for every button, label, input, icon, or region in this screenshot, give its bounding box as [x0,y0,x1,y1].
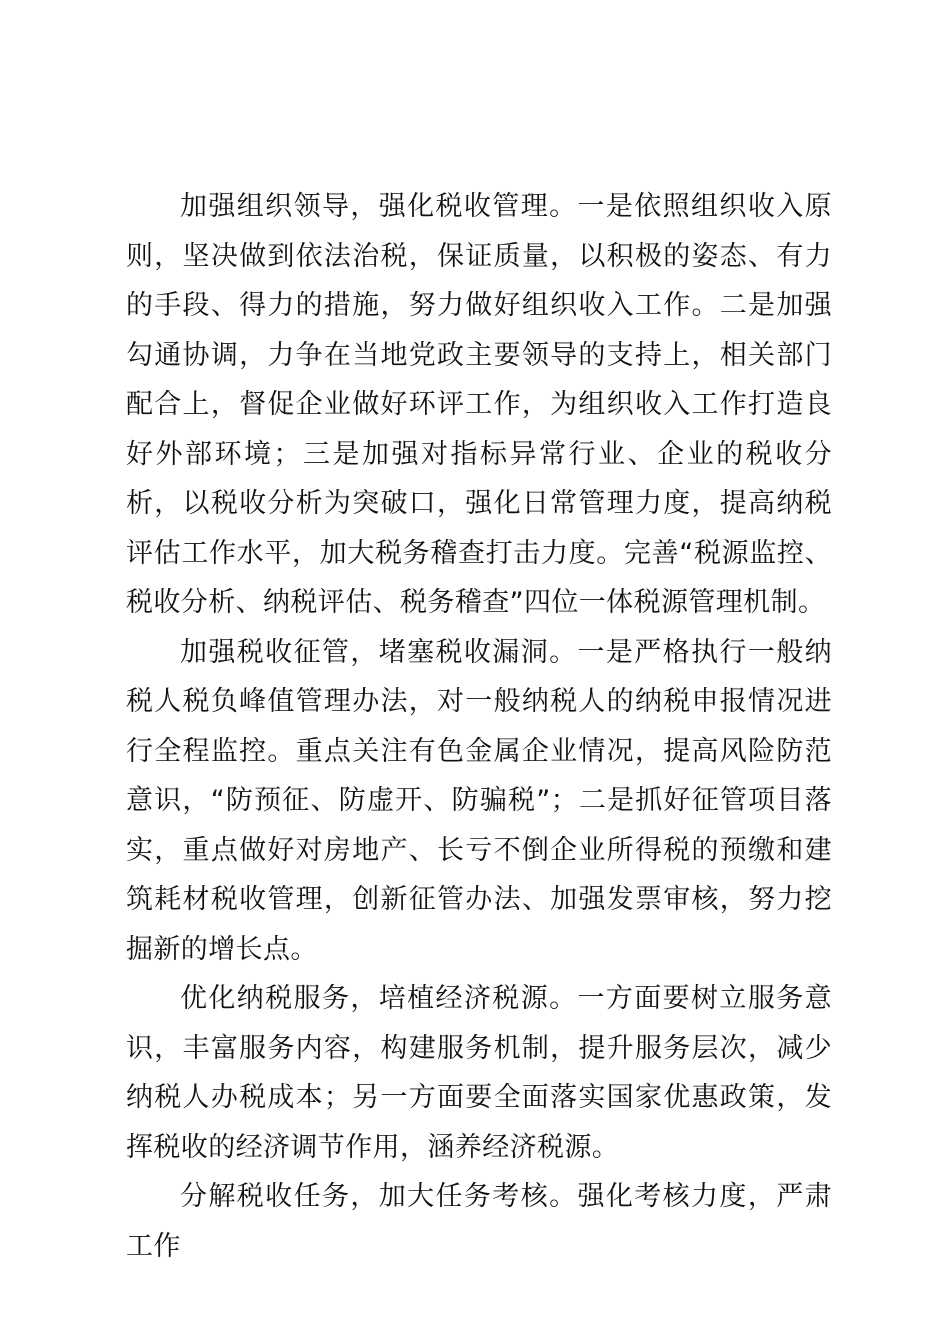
paragraph-task-assessment: 分解税收任务，加大任务考核。强化考核力度，严肃工作 [126,1181,832,1262]
paragraph-taxpayer-service: 优化纳税服务，培植经济税源。一方面要树立服务意识，丰富服务内容，构建服务机制，提升服务层次，减少纳税人办税成本；另一方面要全面落实国家优惠政策，发挥税收的经济调节作用，涵养经济税源。 [126,983,832,1163]
paragraph-organization-leadership: 加强组织领导，强化税收管理。一是依照组织收入原则，坚决做到依法治税，保证质量，以积极的姿态、有力的手段、得力的措施，努力做好组织收入工作。二是加强勾通协调，力争在当地党政主要领导的支持上，相关部门配合上，督促企业做好环评工作，为组织收入工作打造良好外部环境；三是加强对指标异常行业、企业的税收分析，以税收分析为突破口，强化日常管理力度，提高纳税评估工作水平，加大税务稽查打击力度。完善“税源监控、税收分析、纳税评估、税务稽查”四位一体税源管理机制。 [126,191,832,618]
document-body [126,182,832,1271]
paragraph-tax-collection: 加强税收征管，堵塞税收漏洞。一是严格执行一般纳税人税负峰值管理办法，对一般纳税人的纳税申报情况进行全程监控。重点关注有色金属企业情况，提高风险防范意识，“防预征、防虚开、防骗税”；二是抓好征管项目落实，重点做好对房地产、长亏不倒企业所得税的预缴和建筑耗材税收管理，创新征管办法、加强发票审核，努力挖掘新的增长点。 [126,636,832,965]
